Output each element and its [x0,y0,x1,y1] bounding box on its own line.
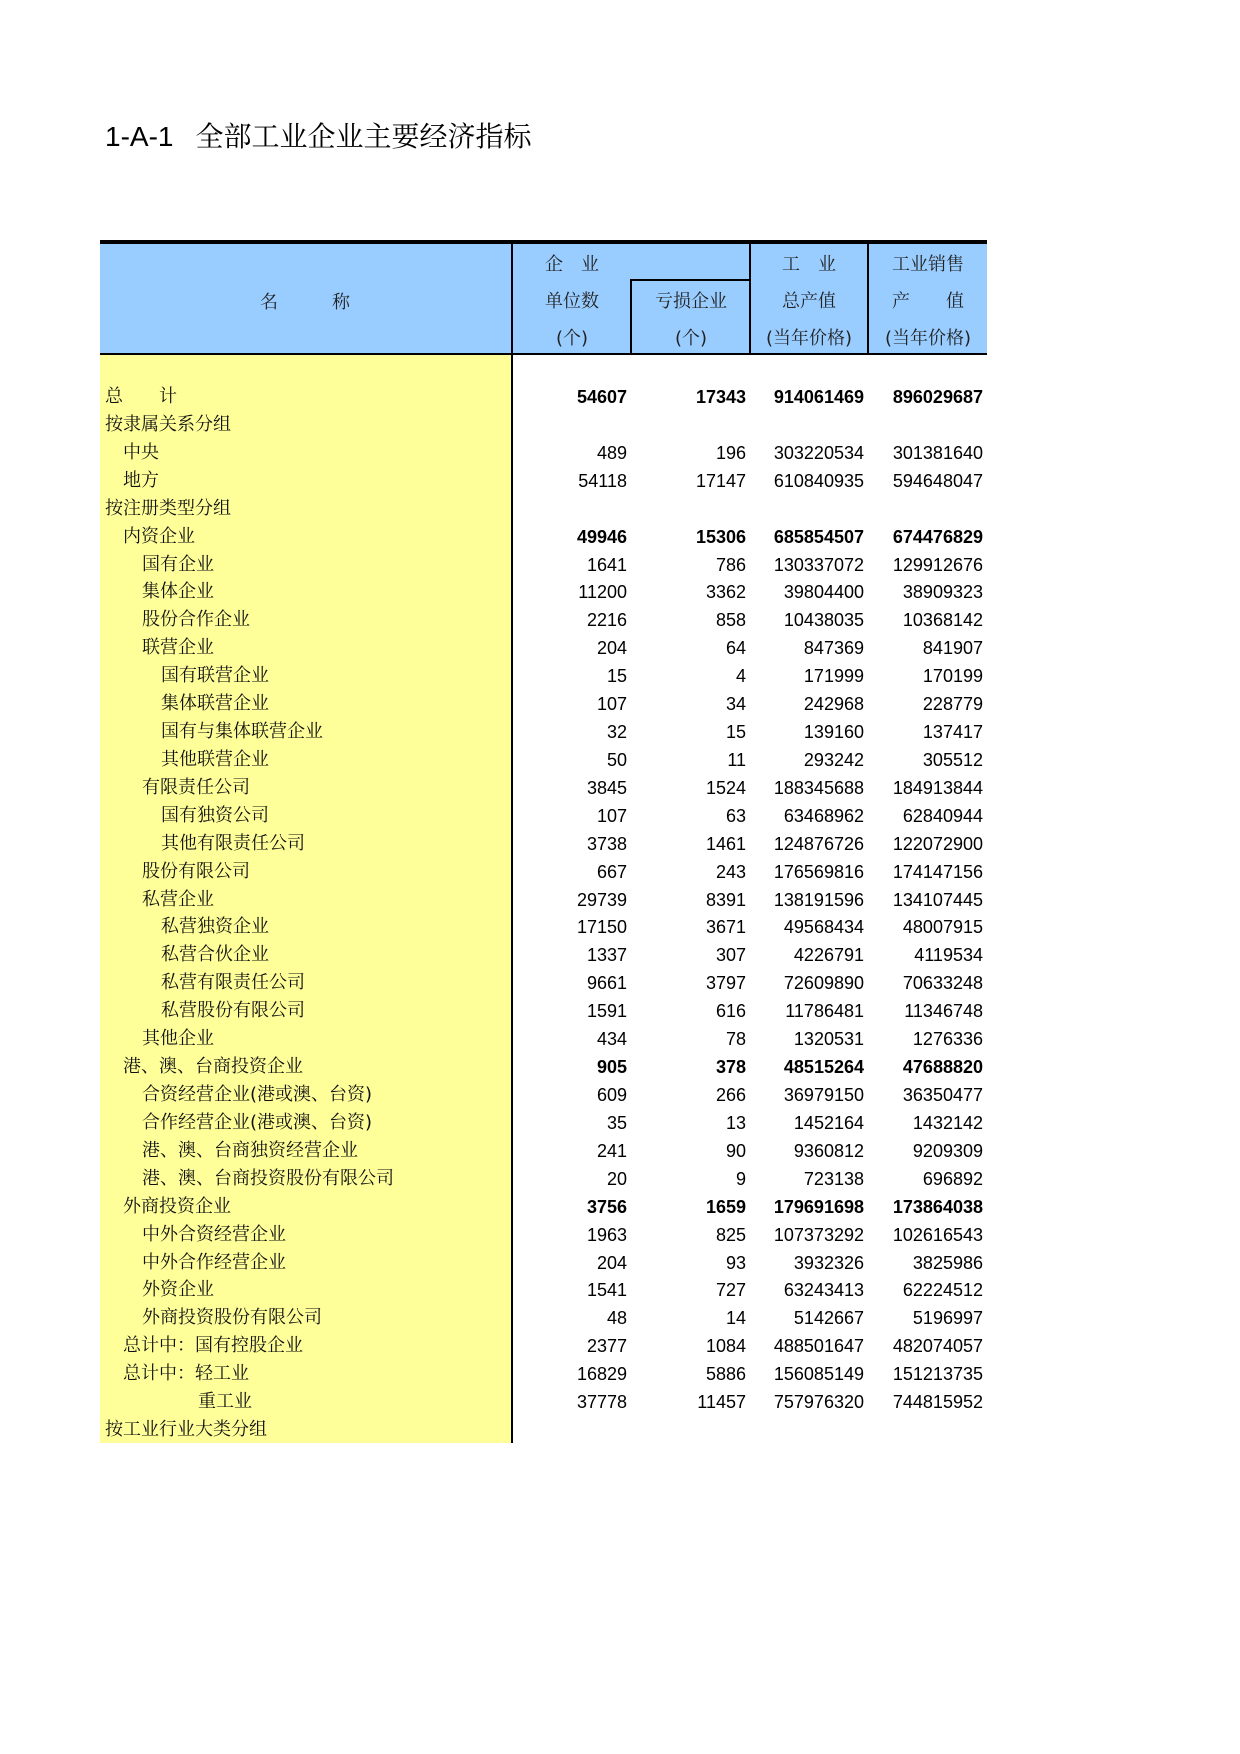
table-row [100,1165,987,1193]
gross-output-cell: 293242 [803,749,864,770]
gross-output-cell: 242968 [803,694,864,715]
loss-count-cell: 727 [715,1280,746,1301]
loss-count-cell: 3362 [705,582,746,603]
row-name: 外资企业 [142,1279,214,1301]
unit-count-cell: 489 [596,442,627,463]
gross-output-cell: 49568434 [783,917,864,938]
header-sales-unit: (当年价格) [884,328,972,349]
unit-count-cell: 1641 [586,554,627,575]
unit-count-cell: 15 [606,666,627,687]
gross-output-cell: 10438035 [783,610,864,631]
loss-count-cell: 93 [725,1252,746,1273]
row-name: 港、澳、台商独资经营企业 [142,1139,358,1161]
sales-output-cell: 11346748 [904,1001,983,1022]
unit-count-cell: 16829 [576,1364,627,1385]
sales-output-cell: 62840944 [902,805,983,826]
loss-count-cell: 616 [715,1001,746,1022]
gross-output-cell: 303220534 [773,442,864,463]
gross-output-cell: 488501647 [773,1336,864,1357]
loss-count-cell: 378 [715,1057,746,1078]
row-name: 港、澳、台商投资股份有限公司 [142,1167,394,1189]
header-loss-unit: (个) [674,328,708,349]
header-loss [630,279,751,355]
loss-count-cell: 17343 [695,387,746,407]
row-name: 其他企业 [142,1028,214,1050]
loss-count-cell: 11457 [697,1392,746,1413]
unit-count-cell: 1591 [586,1001,627,1022]
sales-output-cell: 896029687 [892,387,983,407]
loss-count-cell: 858 [715,610,746,631]
table-row [100,941,987,969]
sales-output-cell: 674476829 [892,526,983,547]
loss-count-cell: 825 [715,1224,746,1245]
table-row [100,383,987,411]
unit-count-cell: 107 [596,694,627,715]
row-name: 私营股份有限公司 [161,1000,305,1022]
sales-output-cell: 594648047 [892,470,983,491]
row-name: 总 计 [105,386,177,407]
loss-count-cell: 13 [725,1112,746,1133]
sales-output-cell: 228779 [922,694,983,715]
unit-count-cell: 54118 [578,470,627,491]
loss-count-cell: 63 [725,805,746,826]
gross-output-cell: 1452164 [793,1112,864,1133]
row-name: 重工业 [198,1391,252,1413]
gross-output-cell: 107373292 [773,1224,864,1245]
header-enterprise-label: 企 业 [545,254,599,275]
unit-count-cell: 241 [596,1140,627,1161]
table-row [100,1332,987,1360]
row-name: 按工业行业大类分组 [105,1419,267,1441]
loss-count-cell: 1524 [705,777,746,798]
sales-output-cell: 9209309 [912,1140,983,1161]
row-name: 私营企业 [142,888,214,910]
sales-output-cell: 38909323 [902,582,983,603]
gross-output-cell: 3932326 [793,1252,864,1273]
unit-count-cell: 20 [606,1168,627,1189]
sales-output-cell: 174147156 [892,861,983,882]
sales-output-cell: 170199 [922,666,983,687]
table-row [100,1388,987,1416]
gross-output-cell: 124876726 [773,833,864,854]
unit-count-cell: 905 [596,1057,627,1078]
table-row [100,411,987,439]
table-row [100,1304,987,1332]
loss-count-cell: 15 [725,722,746,743]
gross-output-cell: 138191596 [773,889,864,910]
row-name: 国有与集体联营企业 [161,721,323,743]
loss-count-cell: 8391 [705,889,746,910]
sales-output-cell: 696892 [922,1168,983,1189]
table-row [100,1416,987,1444]
sales-output-cell: 184913844 [892,777,983,798]
header-output-top: 工 业 [782,254,836,275]
table-row [100,1221,987,1249]
unit-count-cell: 1541 [586,1280,627,1301]
table-row [100,1193,987,1221]
unit-count-cell: 29739 [576,889,627,910]
gross-output-cell: 72609890 [783,973,864,994]
table-row [100,802,987,830]
loss-count-cell: 1659 [705,1196,746,1217]
sales-output-cell: 10368142 [902,610,983,631]
gross-output-cell: 11786481 [785,1001,864,1022]
header-output-unit: (当年价格) [765,328,853,349]
sales-output-cell: 47688820 [902,1057,983,1078]
header-unit-count-unit: (个) [555,328,589,349]
header-unit-count: 单位数 [545,291,599,312]
unit-count-cell: 50 [606,749,627,770]
row-name: 地方 [123,469,159,491]
row-name: 外商投资股份有限公司 [142,1307,322,1329]
gross-output-cell: 130337072 [773,554,864,575]
unit-count-cell: 17150 [576,917,627,938]
header-output-label: 总产值 [782,291,836,312]
unit-count-cell: 32 [606,722,627,743]
sales-output-cell: 744815952 [892,1392,983,1413]
loss-count-cell: 3671 [705,917,746,938]
sales-output-cell: 62224512 [902,1280,983,1301]
loss-count-cell: 1084 [705,1336,746,1357]
gross-output-cell: 63468962 [783,805,864,826]
table-row [100,578,987,606]
table-row [100,1276,987,1304]
sales-output-cell: 3825986 [912,1252,983,1273]
header-enterprise [513,244,751,355]
table-row [100,634,987,662]
row-name: 内资企业 [123,525,195,547]
unit-count-cell: 48 [606,1308,627,1329]
table-row [100,551,987,579]
table-row [100,969,987,997]
row-name: 集体企业 [142,581,214,603]
gross-output-cell: 36979150 [783,1085,864,1105]
row-name: 股份合作企业 [142,609,250,631]
row-name: 总计中：轻工业 [123,1363,249,1385]
loss-count-cell: 17147 [695,470,746,491]
header-loss-label: 亏损企业 [655,291,727,312]
sales-output-cell: 5196997 [912,1308,983,1329]
row-name: 私营合伙企业 [161,944,269,966]
gross-output-cell: 1320531 [793,1029,864,1050]
unit-count-cell: 107 [596,805,627,826]
loss-count-cell: 90 [725,1140,746,1161]
unit-count-cell: 204 [596,638,627,659]
gross-output-cell: 685854507 [773,526,864,547]
row-name: 股份有限公司 [142,860,250,882]
gross-output-cell: 5142667 [793,1308,864,1329]
loss-count-cell: 4 [735,666,746,687]
unit-count-cell: 49946 [576,526,627,547]
table-code: 1-A-1 [105,121,174,152]
row-name: 其他有限责任公司 [161,832,305,854]
header-output [751,244,869,355]
sales-output-cell: 129912676 [892,554,983,575]
row-name: 中外合资经营企业 [142,1223,286,1245]
sales-output-cell: 4119534 [914,945,983,966]
sales-output-cell: 70633248 [902,973,983,994]
row-name: 国有企业 [142,553,214,575]
sales-output-cell: 305512 [922,749,983,770]
loss-count-cell: 9 [735,1168,746,1189]
table-row [100,495,987,523]
row-name: 私营独资企业 [161,916,269,938]
sales-output-cell: 48007915 [902,917,983,938]
sales-output-cell: 301381640 [892,442,983,463]
table-row [100,1081,987,1109]
gross-output-cell: 39804400 [783,582,864,603]
gross-output-cell: 156085149 [773,1364,864,1385]
header-name-label: 名 称 [260,292,350,313]
table-row [100,1053,987,1081]
table-row [100,1137,987,1165]
loss-count-cell: 15306 [695,526,746,547]
loss-count-cell: 1461 [705,833,746,854]
unit-count-cell: 434 [596,1029,627,1050]
row-name: 有限责任公司 [142,776,250,798]
gross-output-cell: 757976320 [773,1392,864,1413]
table-row [100,886,987,914]
table-row [100,774,987,802]
sales-output-cell: 173864038 [892,1196,983,1217]
loss-count-cell: 5886 [705,1364,746,1385]
gross-output-cell: 179691698 [773,1196,864,1217]
sales-output-cell: 122072900 [892,833,983,854]
unit-count-cell: 2216 [586,610,627,631]
loss-count-cell: 786 [715,554,746,575]
row-name: 其他联营企业 [161,748,269,770]
table-row [100,662,987,690]
gross-output-cell: 610840935 [773,470,864,491]
table-title: 全部工业企业主要经济指标 [195,120,532,153]
unit-count-cell: 54607 [576,387,627,407]
header-sales [869,244,987,355]
row-name: 国有联营企业 [161,665,269,687]
gross-output-cell: 4226791 [793,945,864,966]
unit-count-cell: 3738 [586,833,627,854]
row-name: 联营企业 [142,637,214,659]
row-name: 按隶属关系分组 [105,413,231,435]
loss-count-cell: 78 [725,1029,746,1050]
row-name: 外商投资企业 [123,1195,231,1217]
unit-count-cell: 667 [596,861,627,882]
table-row [100,1025,987,1053]
loss-count-cell: 3797 [705,973,746,994]
row-name: 总计中：国有控股企业 [123,1335,303,1357]
header-sales-label: 产 值 [892,291,964,312]
unit-count-cell: 3845 [586,777,627,798]
unit-count-cell: 204 [596,1252,627,1273]
row-name: 中央 [123,441,159,463]
gross-output-cell: 139160 [803,722,864,743]
sales-output-cell: 36350477 [902,1085,983,1105]
unit-count-cell: 1337 [586,945,627,966]
gross-output-cell: 723138 [803,1168,864,1189]
page-title [105,115,531,155]
header-sales-top: 工业销售 [892,254,964,275]
table-row [100,858,987,886]
table-row [100,1109,987,1137]
sales-output-cell: 482074057 [892,1336,983,1357]
sales-output-cell: 1432142 [912,1112,983,1133]
sales-output-cell: 137417 [922,722,983,743]
sales-output-cell: 102616543 [892,1224,983,1245]
row-name: 港、澳、台商投资企业 [123,1056,303,1078]
row-name: 按注册类型分组 [105,497,231,519]
sales-output-cell: 151213735 [892,1364,983,1385]
gross-output-cell: 847369 [803,638,864,659]
sales-output-cell: 1276336 [912,1029,983,1050]
table-row [100,830,987,858]
loss-count-cell: 11 [727,749,746,770]
loss-count-cell: 243 [715,861,746,882]
table-row [100,1360,987,1388]
table-row [100,997,987,1025]
loss-count-cell: 34 [725,694,746,715]
table-row [100,913,987,941]
gross-output-cell: 171999 [803,666,864,687]
loss-count-cell: 64 [725,638,746,659]
row-name: 中外合作经营企业 [142,1251,286,1273]
gross-output-cell: 176569816 [773,861,864,882]
row-name: 国有独资公司 [161,804,269,826]
row-name: 合作经营企业(港或澳、台资) [142,1111,373,1133]
loss-count-cell: 266 [715,1085,746,1105]
table-row [100,439,987,467]
sales-output-cell: 841907 [922,638,983,659]
table-row [100,606,987,634]
gross-output-cell: 63243413 [783,1280,864,1301]
loss-count-cell: 307 [715,945,746,966]
unit-count-cell: 37778 [576,1392,627,1413]
unit-count-cell: 3756 [586,1196,627,1217]
gross-output-cell: 914061469 [773,387,864,407]
row-name: 私营有限责任公司 [161,972,305,994]
gross-output-cell: 188345688 [773,777,864,798]
table-row [100,1249,987,1277]
row-name: 集体联营企业 [161,693,269,715]
unit-count-cell: 2377 [586,1336,627,1357]
loss-count-cell: 196 [715,442,746,463]
table-row [100,523,987,551]
table-row [100,718,987,746]
row-name: 合资经营企业(港或澳、台资) [142,1084,373,1105]
table-row [100,690,987,718]
loss-count-cell: 14 [725,1308,746,1329]
sales-output-cell: 134107445 [892,889,983,910]
header-name [100,244,513,355]
unit-count-cell: 35 [606,1112,627,1133]
unit-count-cell: 11200 [578,582,627,603]
table-row [100,746,987,774]
gross-output-cell: 9360812 [793,1140,864,1161]
unit-count-cell: 609 [596,1085,627,1105]
unit-count-cell: 1963 [586,1224,627,1245]
table-row [100,467,987,495]
unit-count-cell: 9661 [586,973,627,994]
gross-output-cell: 48515264 [783,1057,864,1078]
